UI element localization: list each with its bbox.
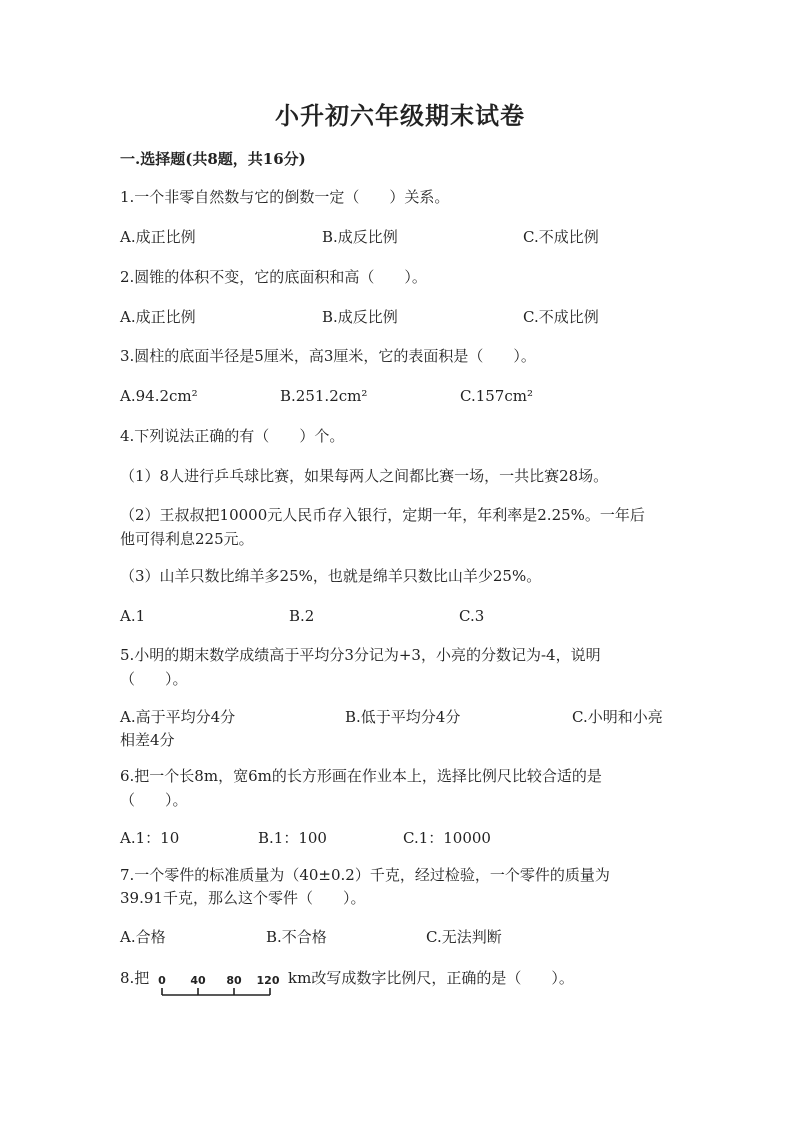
question-6-stem-wrap: （ ）。 xyxy=(120,791,188,809)
question-5-stem: 5.小明的期末数学成绩高于平均分3分记为+3，小亮的分数记为-4，说明 xyxy=(120,646,601,664)
question-7-option-b[interactable]: B.不合格 xyxy=(266,928,327,946)
question-4-statement-3: （3）山羊只数比绵羊多25%，也就是绵羊只数比山羊少25%。 xyxy=(120,567,542,585)
question-5-option-b[interactable]: B.低于平均分4分 xyxy=(345,708,461,726)
scale-tick-label: 40 xyxy=(190,974,206,987)
question-3-option-a[interactable]: A.94.2cm² xyxy=(120,387,198,405)
scale-tick-label: 80 xyxy=(226,974,242,987)
page-title: 小升初六年级期末试卷 xyxy=(275,101,525,130)
question-2-option-c[interactable]: C.不成比例 xyxy=(523,308,599,326)
question-3-option-b[interactable]: B.251.2cm² xyxy=(280,387,368,405)
question-1-option-c[interactable]: C.不成比例 xyxy=(523,228,599,246)
question-4-option-a[interactable]: A.1 xyxy=(120,607,146,625)
question-4-option-c[interactable]: C.3 xyxy=(459,607,485,625)
question-4-statement-2-wrap: 他可得利息225元。 xyxy=(120,530,254,548)
scale-tick-label: 120 xyxy=(256,974,280,987)
question-4-statement-2: （2）王叔叔把10000元人民币存入银行，定期一年，年利率是2.25%。一年后 xyxy=(120,506,645,524)
question-6-option-b[interactable]: B.1：100 xyxy=(258,829,327,847)
question-6-option-a[interactable]: A.1：10 xyxy=(120,829,180,847)
question-7-option-a[interactable]: A.合格 xyxy=(120,928,166,946)
question-2-stem: 2.圆锥的体积不变，它的底面积和高（ ）。 xyxy=(120,268,427,286)
question-5-option-c[interactable]: C.小明和小亮 xyxy=(572,708,663,726)
question-3-stem: 3.圆柱的底面半径是5厘米，高3厘米，它的表面积是（ ）。 xyxy=(120,347,536,365)
scale-tick-label: 0 xyxy=(158,974,166,987)
question-4-option-b[interactable]: B.2 xyxy=(289,607,315,625)
question-6-option-c[interactable]: C.1：10000 xyxy=(403,829,491,847)
question-7-stem: 7.一个零件的标准质量为（40±0.2）千克，经过检验，一个零件的质量为 xyxy=(120,866,610,884)
question-6-stem: 6.把一个长8m，宽6m的长方形画在作业本上，选择比例尺比较合适的是 xyxy=(120,767,602,785)
question-7-option-c[interactable]: C.无法判断 xyxy=(426,928,502,946)
question-5-option-c-wrap: 相差4分 xyxy=(120,731,175,749)
question-1-option-a[interactable]: A.成正比例 xyxy=(120,228,196,246)
question-1-option-b[interactable]: B.成反比例 xyxy=(322,228,398,246)
question-5-option-a[interactable]: A.高于平均分4分 xyxy=(120,708,236,726)
question-8-stem-suffix: km改写成数字比例尺，正确的是（ ）。 xyxy=(288,969,574,987)
question-7-stem-wrap: 39.91千克，那么这个零件（ ）。 xyxy=(120,889,366,907)
question-1-stem: 1.一个非零自然数与它的倒数一定（ ）关系。 xyxy=(120,188,450,206)
scale-ruler xyxy=(160,974,284,998)
question-5-stem-wrap: （ ）。 xyxy=(120,670,188,688)
section-heading: 一.选择题(共8题，共16分) xyxy=(120,150,306,168)
question-4-stem: 4.下列说法正确的有（ ）个。 xyxy=(120,427,345,445)
question-4-statement-1: （1）8人进行乒乓球比赛，如果每两人之间都比赛一场，一共比赛28场。 xyxy=(120,467,609,485)
question-2-option-b[interactable]: B.成反比例 xyxy=(322,308,398,326)
question-3-option-c[interactable]: C.157cm² xyxy=(460,387,533,405)
question-8-stem-prefix: 8.把 xyxy=(120,969,150,987)
question-2-option-a[interactable]: A.成正比例 xyxy=(120,308,196,326)
